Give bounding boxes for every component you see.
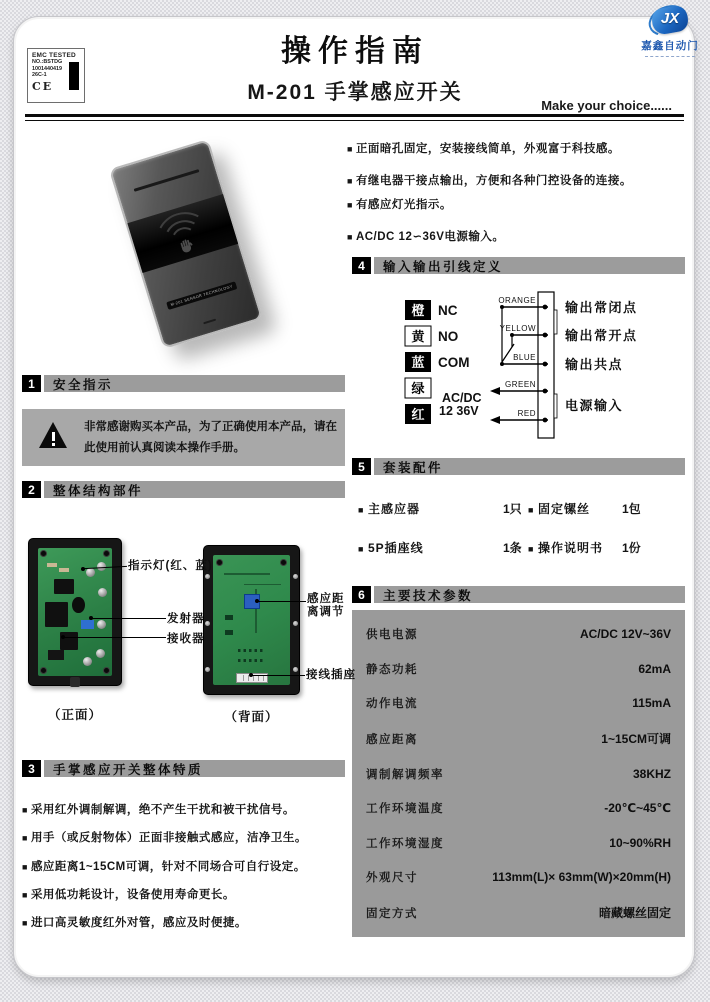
emc-line: 26C-1: [32, 71, 47, 78]
spec-label: 工作环境温度: [366, 803, 444, 816]
pointer-dot: [61, 635, 65, 639]
brand-name: 嘉鑫自动门: [641, 40, 699, 52]
wire-color-cn: 橙: [411, 303, 425, 318]
product-photo: [98, 140, 283, 370]
screw-icon: [293, 667, 298, 672]
spec-label: 静态功耗: [366, 663, 418, 676]
section-header-1: [22, 375, 345, 392]
screw-icon: [103, 550, 110, 557]
spec-row: [366, 766, 671, 782]
accessory-name: ■ 操作说明书: [528, 539, 603, 556]
spec-value: 62mA: [638, 661, 671, 676]
pointer-line: [252, 675, 305, 676]
resistor: [47, 563, 57, 567]
accessory-qty: 1份: [622, 541, 641, 555]
characteristic-item: ■ 进口高灵敏度红外对管，感应及时便捷。: [22, 914, 347, 930]
section-title: 输入输出引线定义: [374, 257, 685, 274]
emc-line: NO.:BSTDG: [32, 59, 63, 66]
ir-module: [45, 602, 67, 628]
spec-value: 1~15CM可调: [601, 731, 671, 746]
section-header-6: [352, 586, 685, 603]
solder-dots: [238, 659, 264, 662]
feature-item: ■ 有感应灯光指示。: [347, 196, 685, 212]
screw-icon: [216, 559, 223, 566]
wire-function: 输出共点: [565, 357, 624, 372]
label-socket: 接线插座: [306, 669, 356, 681]
pcb-trace: [224, 573, 270, 575]
pointer-dot: [255, 599, 259, 603]
tagline: Make your choice......: [541, 98, 672, 113]
solder-dots: [238, 649, 264, 652]
emc-line: 1001440419: [32, 65, 62, 72]
pcb-back: [213, 555, 290, 685]
accessory-qty: 1只: [503, 502, 522, 516]
screw-icon: [205, 574, 210, 579]
label-emitter: 发射器: [167, 613, 205, 625]
spec-value: -20℃~45℃: [604, 801, 671, 816]
spec-row: [366, 904, 671, 921]
power-rating: AC/DC: [442, 391, 482, 405]
section-title: 套装配件: [374, 458, 685, 475]
characteristic-item: ■ 用手（或反射物体）正面非接触式感应，洁净卫生。: [22, 829, 347, 845]
spec-label: 调制解调频率: [366, 768, 444, 781]
section-header-3: [22, 760, 345, 777]
spec-value: 115mA: [632, 696, 671, 711]
spec-label: 感应距离: [366, 733, 418, 746]
barcode-bar-icon: [69, 62, 79, 90]
spec-value: 10~90%RH: [609, 835, 671, 850]
section-header-4: [352, 257, 685, 274]
spec-row: [366, 626, 671, 642]
capacitor-icon: [97, 620, 106, 629]
wire-name: ORANGE: [498, 296, 536, 305]
warning-icon-dot: [52, 443, 55, 446]
screw-icon: [293, 574, 298, 579]
accessory-name: ■ 主感应器: [358, 500, 420, 517]
spec-label: 动作电流: [366, 698, 418, 711]
warning-icon-bang: [52, 432, 55, 441]
section-header-2: [22, 481, 345, 498]
section-header-5: [352, 458, 685, 475]
wire-color-cn: 黄: [411, 329, 425, 344]
capacitor-icon: [96, 649, 105, 658]
spec-value: 暗藏螺丝固定: [598, 906, 671, 920]
spec-row: [366, 695, 671, 711]
wire-function: 输出常闭点: [565, 300, 638, 315]
screw-icon: [40, 550, 47, 557]
section-title: 整体结构部件: [44, 481, 345, 498]
wire-function: 电源输入: [565, 398, 624, 413]
wire-name: BLUE: [513, 353, 536, 362]
cable-notch: [70, 677, 80, 687]
label-distance: 离调节: [307, 606, 345, 618]
wire-color-cn: 红: [411, 407, 425, 422]
wire-name: RED: [517, 409, 536, 418]
spec-row: [366, 800, 671, 816]
ic-chip: [48, 650, 64, 660]
pcb-trace: [244, 584, 281, 586]
pointer-line: [64, 637, 166, 638]
section-number: 2: [22, 481, 41, 498]
header-divider: [25, 114, 684, 121]
pointer-dot: [81, 567, 85, 571]
contact-code: COM: [438, 355, 470, 370]
spec-row: [366, 869, 671, 885]
board-front: [28, 538, 122, 686]
caption-front: （正面）: [47, 708, 102, 722]
section-number: 1: [22, 375, 41, 392]
warning-box: [22, 409, 345, 466]
pointer-dot: [249, 673, 253, 677]
spec-table: [352, 610, 685, 937]
caption-back: （背面）: [224, 710, 279, 724]
screw-icon: [205, 621, 210, 626]
pointer-line: [258, 601, 306, 602]
spec-row: [366, 661, 671, 677]
spec-row: [366, 835, 671, 851]
pointer-dot: [89, 616, 93, 620]
smd-pad: [225, 615, 233, 620]
wire-name: YELLOW: [499, 324, 536, 333]
contact-code: NO: [438, 329, 459, 344]
section-title: 手掌感应开关整体特质: [44, 760, 345, 777]
characteristic-item: ■ 采用低功耗设计，设备使用寿命更长。: [22, 886, 347, 902]
section-title: 主要技术参数: [374, 586, 685, 603]
spec-label: 外观尺寸: [366, 872, 418, 885]
screw-icon: [103, 667, 110, 674]
indicator-slot: [134, 169, 200, 192]
label-distance: 感应距: [307, 593, 345, 605]
ic-chip: [54, 579, 73, 594]
feature-item: ■ 有继电器干接点输出，方便和各种门控设备的连接。: [347, 172, 685, 188]
warning-text: 非常感谢购买本产品，为了正确使用本产品，请在此使用前认真阅读本操作手册。: [84, 421, 337, 455]
spec-value: 38KHZ: [632, 766, 671, 781]
capacitor-icon: [98, 588, 107, 597]
label-receiver: 接收器: [167, 633, 205, 645]
section-number: 5: [352, 458, 371, 475]
resistor: [59, 568, 69, 572]
wire-color-cn: 蓝: [411, 355, 425, 370]
brand-underline: [645, 56, 695, 57]
characteristic-item: ■ 采用红外调制解调，绝不产生干扰和被干扰信号。: [22, 801, 347, 817]
wire-color-cn: 绿: [411, 381, 425, 396]
capacitor-icon: [83, 657, 92, 666]
accessory-qty: 1条: [503, 541, 522, 555]
emitter-lens: [72, 597, 85, 614]
screw-icon: [40, 667, 47, 674]
trimmer-blue: [81, 620, 94, 629]
contact-code: NC: [438, 303, 458, 318]
spec-row: [366, 730, 671, 747]
smd-pad: [225, 630, 233, 635]
screw-icon: [293, 621, 298, 626]
accessory-name: ■ 固定镙丝: [528, 500, 590, 517]
emc-line: EMC TESTED: [32, 52, 76, 59]
feature-item: ■ 正面暗孔固定，安装接线简单，外观富于科技感。: [347, 140, 685, 156]
spec-value: 113mm(L)× 63mm(W)×20mm(H): [492, 870, 671, 885]
spec-label: 供电电源: [366, 629, 418, 641]
page-subtitle: M-201 手掌感应开关: [247, 81, 463, 104]
sensor-band: [127, 194, 238, 273]
brand-logo: [640, 5, 700, 57]
section-title: 安全指示: [44, 375, 345, 392]
logo-monogram: JX: [660, 10, 680, 27]
power-rating: 12 36V: [439, 404, 479, 418]
page-title: 操作指南: [281, 35, 429, 68]
jx-logo-icon: [649, 5, 691, 36]
section-number: 4: [352, 257, 371, 274]
device-bottom-notch: [203, 318, 216, 324]
device-body: [109, 139, 263, 349]
accessory-qty: 1包: [622, 502, 641, 516]
wire-name: GREEN: [505, 380, 536, 389]
wire-function: 输出常开点: [565, 328, 638, 343]
spec-value: AC/DC 12V~36V: [579, 627, 671, 641]
pointer-line: [92, 618, 166, 619]
accessory-name: ■ 5P插座线: [358, 539, 424, 556]
capacitor-icon: [86, 568, 95, 577]
screw-icon: [280, 559, 287, 566]
device-label: M-201 SENSOR TECHNOLOGY: [166, 281, 237, 310]
ce-mark: CE: [32, 80, 54, 94]
wiring-diagram: [352, 282, 685, 454]
spec-label: 固定方式: [366, 908, 418, 920]
label-led: 指示灯(红、蓝): [128, 560, 213, 572]
spec-label: 工作环境湿度: [366, 837, 444, 850]
characteristic-item: ■ 感应距离1~15CM可调，针对不同场合可自行设定。: [22, 858, 347, 874]
feature-item: ■ AC/DC 12∽36V电源输入。: [347, 228, 685, 244]
section-number: 6: [352, 586, 371, 603]
screw-icon: [205, 667, 210, 672]
emc-badge: [27, 48, 85, 103]
section-number: 3: [22, 760, 41, 777]
